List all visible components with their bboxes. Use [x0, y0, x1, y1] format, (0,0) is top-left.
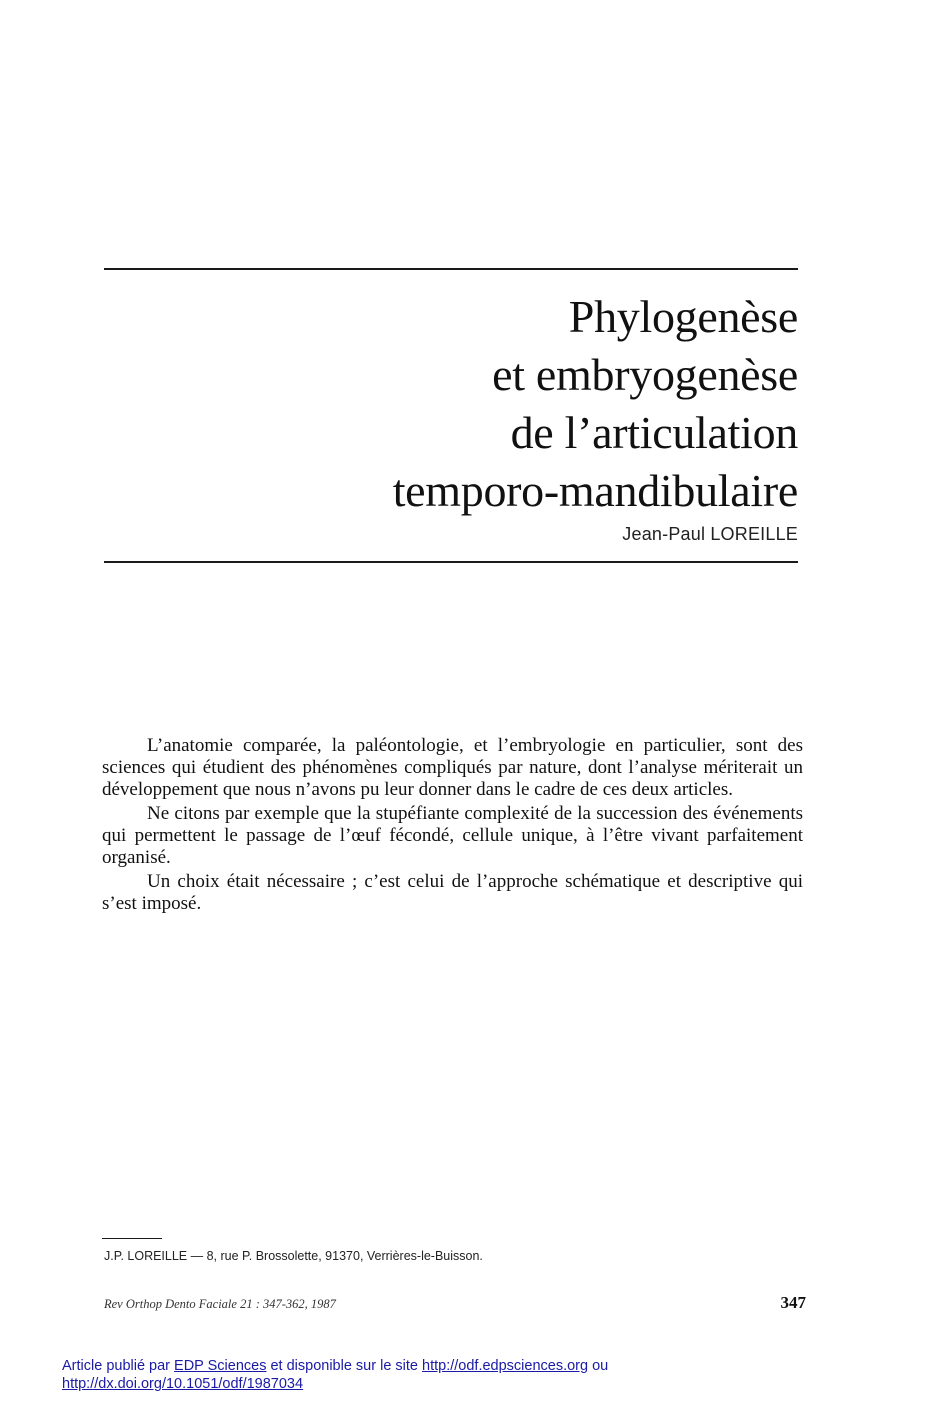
title-line-2: et embryogenèse: [492, 349, 798, 400]
body-paragraph-1: L’anatomie comparée, la paléontologie, et l’embryologie en particulier, sont des sciences qui étudient des phénomènes compliqués par nature, dont l’analyse mériterait un développement que nous n’avons pu leur donner dans le cadre de ces deux articles.: [102, 735, 803, 800]
publisher-note: [62, 1357, 882, 1393]
body-paragraph-2: Ne citons par exemple que la stupéfiante complexité de la succession des événements qui permettent le passage de l’œuf fécondé, cellule unique, à l’être vivant parfaitement organisé.: [102, 803, 803, 868]
publisher-note-middle: et disponible sur le site: [266, 1358, 423, 1374]
title-line-3: de l’articulation: [510, 407, 798, 458]
title-line-1: Phylogenèse: [568, 291, 798, 342]
journal-reference: Rev Orthop Dento Faciale 21 : 347-362, 1987: [104, 1297, 336, 1311]
body-paragraph-3: Un choix était nécessaire ; c’est celui de l’approche schématique et descriptive qui s’est imposé.: [102, 871, 803, 914]
author-name: Jean-Paul LOREILLE: [622, 524, 798, 544]
publisher-link[interactable]: EDP Sciences: [174, 1358, 267, 1374]
author-address-footnote: J.P. LOREILLE — 8, rue P. Brossolette, 91370, Verrières-le-Buisson.: [104, 1249, 483, 1263]
title-top-rule: [104, 268, 798, 270]
article-body: [102, 735, 803, 917]
doi-link[interactable]: http://dx.doi.org/10.1051/odf/1987034: [62, 1376, 304, 1392]
site-link[interactable]: http://odf.edpsciences.org: [422, 1358, 589, 1374]
publisher-note-suffix: ou: [588, 1358, 609, 1374]
page-number: 347: [780, 1293, 806, 1312]
article-title: [198, 288, 798, 520]
title-bottom-rule: [104, 561, 798, 563]
footnote-rule: [102, 1238, 162, 1239]
title-line-4: temporo-mandibulaire: [392, 465, 798, 516]
publisher-note-prefix: Article publié par: [62, 1358, 175, 1374]
